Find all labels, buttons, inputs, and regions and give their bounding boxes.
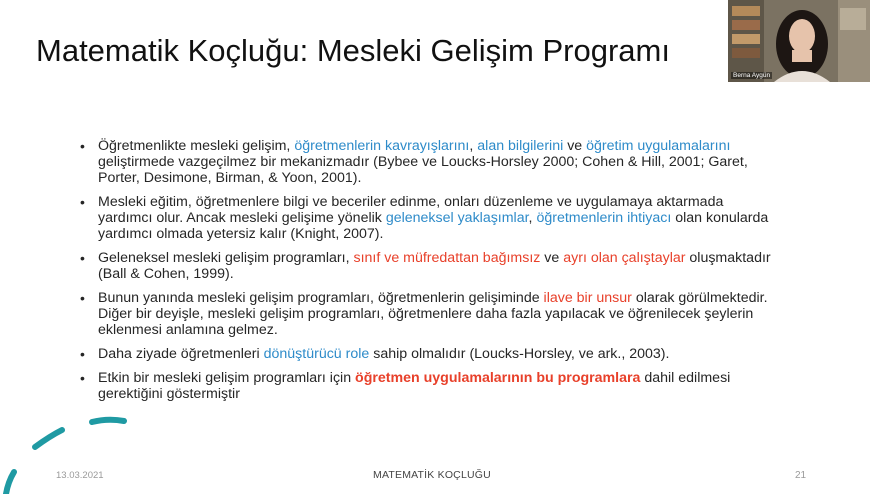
- bullet-text: olan konularda yardımcı olmada yetersiz kalır (Knight, 2007).: [98, 210, 769, 242]
- footer-date: 13.03.2021: [56, 470, 104, 481]
- highlighted-phrase: öğretmenlerin kavrayışlarını: [294, 138, 470, 154]
- bullet-item: [80, 194, 780, 242]
- slide-title: Matematik Koçluğu: Mesleki Gelişim Programı: [36, 33, 670, 68]
- footer-page-number: 21: [795, 470, 807, 481]
- bullet-text: ve: [563, 138, 587, 154]
- bullet-text: ,: [469, 138, 478, 154]
- bullet-item: [80, 250, 780, 282]
- highlighted-phrase: dönüştürücü role: [263, 346, 370, 362]
- highlighted-phrase: alan bilgilerini: [477, 138, 564, 154]
- bullet-text: Etkin bir mesleki gelişim programları için: [98, 370, 356, 386]
- bullet-marker: •: [80, 250, 85, 266]
- bullet-marker: •: [80, 138, 85, 154]
- bullet-text: geliştirmede vazgeçilmez bir mekanizmadır (Bybee ve Loucks-Horsley 2000; Cohen & Hill, 2001; Garet, Porter, Desimone, Birman, & Yoon, 2001).: [98, 154, 748, 186]
- bullet-text: Bunun yanında mesleki gelişim programları, öğretmenlerin gelişiminde: [98, 290, 544, 306]
- bullet-marker: •: [80, 370, 85, 386]
- highlighted-phrase: geleneksel yaklaşımlar: [385, 210, 529, 226]
- bullet-text: oluşmaktadır (Ball & Cohen, 1999).: [98, 250, 771, 282]
- webcam-participant-name: Berna Aygün: [733, 72, 771, 79]
- bullet-text: Mesleki eğitim, öğretmenlere bilgi ve beceriler edinme, onları düzenleme ve uygulamaya aktarmada yardımcı olur. Ancak mesleki gelişime yönelik: [98, 194, 724, 226]
- highlighted-phrase: öğretim uygulamalarını: [586, 138, 731, 154]
- webcam-thumbnail[interactable]: [728, 0, 870, 82]
- bullet-item: [80, 138, 780, 186]
- highlighted-phrase: ilave bir unsur: [543, 290, 632, 306]
- highlighted-phrase: ayrı olan çalıştaylar: [563, 250, 686, 266]
- bullet-text: Öğretmenlikte mesleki gelişim,: [98, 138, 295, 154]
- swoosh-stroke-upper: [35, 430, 62, 447]
- highlighted-phrase: sınıf ve müfredattan bağımsız: [353, 250, 541, 266]
- highlighted-phrase: öğretmenlerin ihtiyacı: [536, 210, 672, 226]
- bullet-text: ,: [528, 210, 537, 226]
- footer-title: MATEMATİK KOÇLUĞU: [373, 469, 491, 481]
- bullet-item: [80, 370, 780, 402]
- bullet-text: ve: [540, 250, 564, 266]
- highlighted-phrase: öğretmen uygulamalarının bu programlara: [355, 370, 641, 386]
- swoosh-stroke-right: [92, 420, 124, 422]
- bullet-marker: •: [80, 194, 85, 210]
- bullet-marker: •: [80, 346, 85, 362]
- bullet-text: sahip olmalıdır (Loucks-Horsley, ve ark., 2003).: [369, 346, 670, 362]
- bullet-item: [80, 346, 780, 362]
- bullet-marker: •: [80, 290, 85, 306]
- bullet-item: [80, 290, 780, 338]
- bullet-text: Geleneksel mesleki gelişim programları,: [98, 250, 354, 266]
- bullet-text: dahil edilmesi gerektiğini göstermiştir: [98, 370, 731, 402]
- webcam-video-feed: [728, 0, 870, 82]
- bullet-list: [80, 138, 780, 410]
- swoosh-stroke-lower: [6, 472, 14, 494]
- bullet-text: olarak görülmektedir. Diğer bir deyişle, mesleki gelişim programları, öğretmenlere daha fazla yapılacak ve öğrenilecek şeylerin eklenmesi anlamına gelmez.: [98, 290, 768, 338]
- bullet-text: Daha ziyade öğretmenleri: [98, 346, 264, 362]
